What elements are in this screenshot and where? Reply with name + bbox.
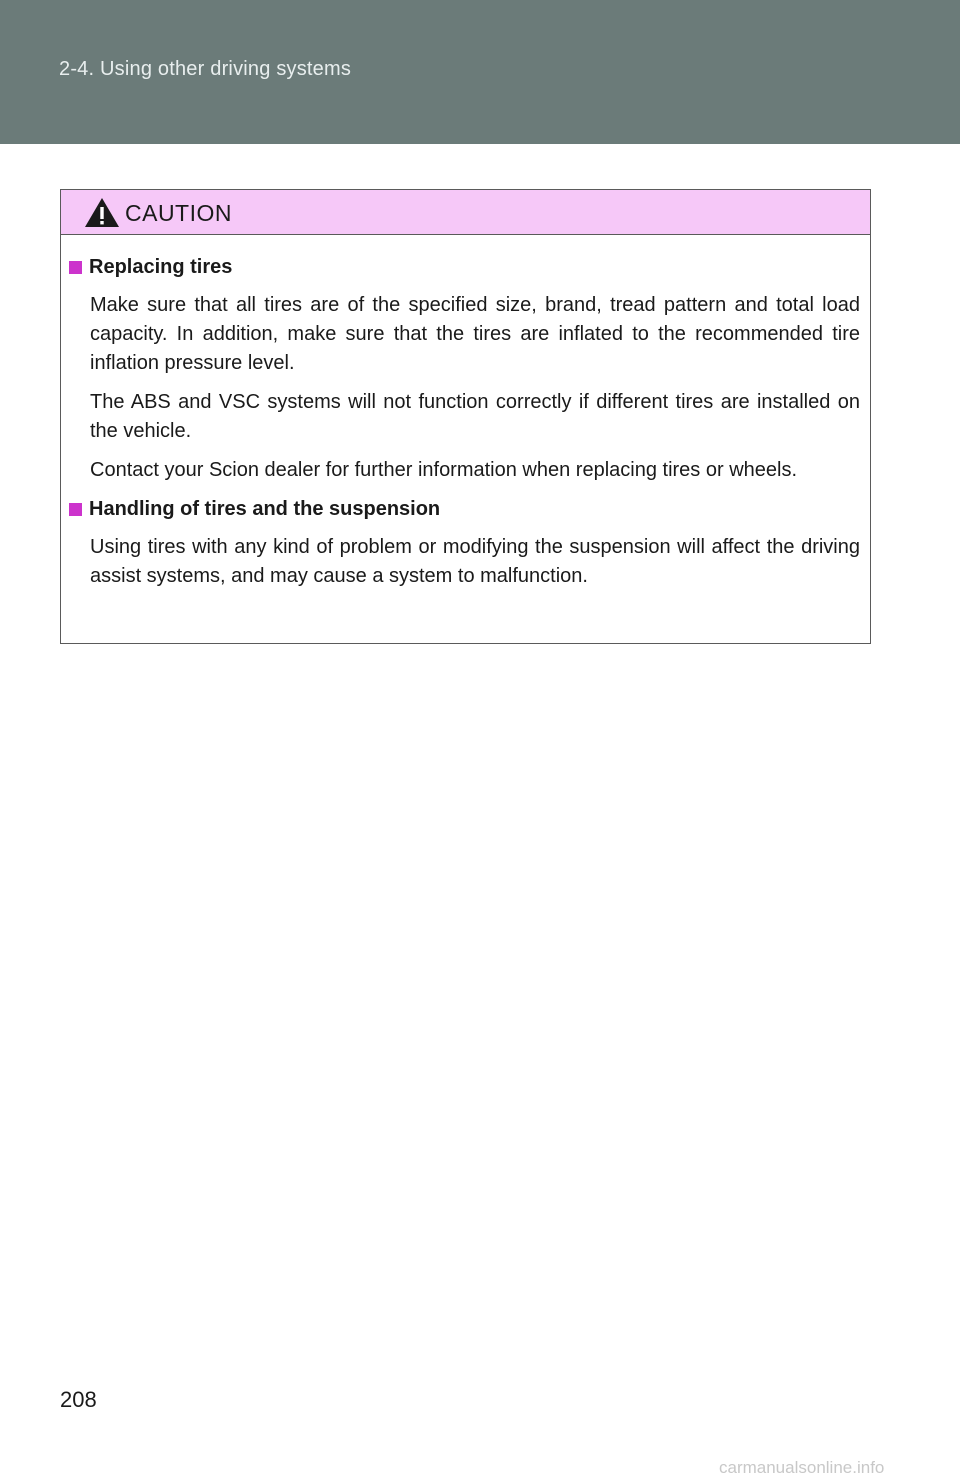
paragraph: Contact your Scion dealer for further information when replacing tires or wheels. <box>90 459 798 481</box>
paragraph: The ABS and VSC systems will not function correctly if different tires are installed on the vehicle. <box>90 391 860 442</box>
caution-title: CAUTION <box>125 200 232 226</box>
section-heading <box>69 253 860 281</box>
paragraph: Make sure that all tires are of the specified size, brand, tread pattern and total load capacity. In addition, make sure that the tires are inflated to the recommended tire inflation pressure level. <box>90 294 860 374</box>
caution-body <box>61 235 870 591</box>
square-bullet-icon <box>69 503 82 516</box>
section-title: 2-4. Using other driving systems <box>59 58 352 80</box>
page-header <box>0 0 960 144</box>
watermark: carmanualsonline.info <box>719 1458 885 1477</box>
caution-header <box>61 190 870 235</box>
section-heading-text: Replacing tires <box>89 256 233 278</box>
caution-box <box>60 189 871 644</box>
warning-triangle-icon <box>84 197 120 228</box>
paragraph: Using tires with any kind of problem or modifying the suspension will affect the driving assist systems, and may cause a system to malfunction. <box>90 536 860 587</box>
caution-section-handling <box>69 495 860 591</box>
page-number: 208 <box>60 1387 97 1412</box>
square-bullet-icon <box>69 261 82 274</box>
caution-section-replacing-tires <box>69 253 860 485</box>
section-heading <box>69 495 860 523</box>
section-heading-text: Handling of tires and the suspension <box>89 498 441 520</box>
